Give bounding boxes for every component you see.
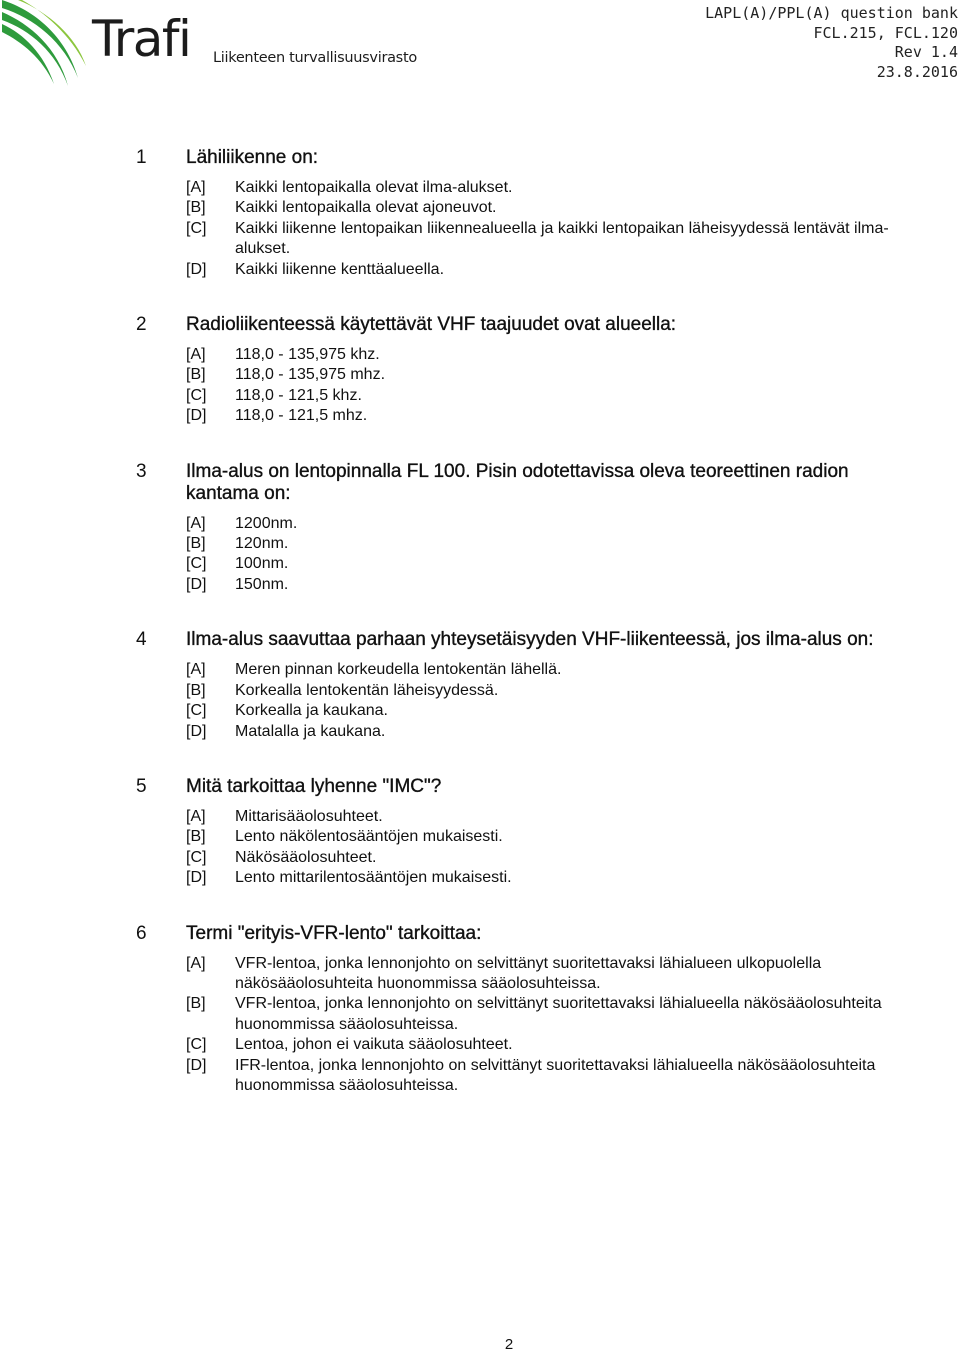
answer-option	[186, 701, 916, 721]
answer-option	[186, 198, 916, 218]
answer-options	[186, 345, 916, 427]
answer-option	[186, 260, 916, 280]
answer-option	[186, 534, 916, 554]
option-text: 120nm.	[235, 535, 289, 553]
option-text: VFR-lentoa, jonka lennonjohto on selvittänyt suoritettavaksi lähialueella näkösääolosuhteita huonommissa sääolosuhteissa.	[235, 995, 882, 1033]
option-key: [C]	[186, 555, 207, 573]
answer-option	[186, 954, 916, 995]
option-text: Mittarisääolosuhteet.	[235, 807, 383, 825]
option-text: Näkösääolosuhteet.	[235, 848, 377, 866]
option-text: Kaikki liikenne kenttäalueella.	[235, 260, 445, 278]
doc-info-line: FCL.215, FCL.120	[813, 23, 958, 42]
logo-subtitle: Liikenteen turvallisuusvirasto	[213, 50, 417, 66]
question-header	[136, 776, 916, 798]
option-key: [B]	[186, 681, 206, 699]
question-text: Ilma-alus on lentopinnalla FL 100. Pisin odotettavissa oleva teoreettinen radion kantama on:	[186, 460, 849, 504]
question-number: 1	[136, 147, 147, 168]
option-key: [B]	[186, 199, 206, 217]
answer-option	[186, 365, 916, 385]
question-header	[136, 629, 916, 651]
question-header	[136, 314, 916, 336]
answer-option	[186, 807, 916, 827]
trafi-swoosh-icon	[0, 0, 92, 90]
option-key: [A]	[186, 954, 206, 972]
question-number: 3	[136, 460, 147, 482]
option-key: [B]	[186, 366, 206, 384]
option-text: VFR-lentoa, jonka lennonjohto on selvittänyt suoritettavaksi lähialueen ulkopuolella näkösääolosuhteita huonommissa sääolosuhteissa.	[235, 954, 822, 992]
option-key: [A]	[186, 807, 206, 825]
answer-option	[186, 660, 916, 680]
question-text: Lähiliikenne on:	[186, 147, 319, 168]
option-key: [C]	[186, 386, 207, 404]
option-key: [D]	[186, 1056, 207, 1074]
answer-option	[186, 554, 916, 574]
answer-option	[186, 178, 916, 198]
option-text: IFR-lentoa, jonka lennonjohto on selvittänyt suoritettavaksi lähialueella näkösääolosuhteita huonommissa sääolosuhteissa.	[235, 1056, 876, 1094]
answer-options	[186, 807, 916, 889]
answer-option	[186, 345, 916, 365]
option-text: Lentoa, johon ei vaikuta sääolosuhteet.	[235, 1036, 513, 1054]
question-text: Mitä tarkoittaa lyhenne "IMC"?	[186, 775, 442, 797]
doc-info-line: LAPL(A)/PPL(A) question bank	[705, 4, 958, 22]
option-text: 150nm.	[235, 575, 289, 593]
option-key: [B]	[186, 535, 206, 553]
question-number: 6	[136, 922, 147, 944]
answer-options	[186, 660, 916, 742]
option-key: [D]	[186, 722, 207, 740]
question-item	[136, 147, 916, 280]
option-key: [D]	[186, 869, 207, 887]
trafi-logo	[0, 0, 420, 95]
answer-option	[186, 514, 916, 534]
question-item	[136, 923, 916, 1097]
answer-option	[186, 1056, 916, 1097]
answer-option	[186, 575, 916, 595]
question-header	[136, 461, 916, 505]
option-text: 118,0 - 135,975 mhz.	[235, 366, 386, 384]
question-header	[136, 147, 916, 169]
answer-options	[186, 514, 916, 596]
question-number: 5	[136, 775, 147, 797]
page-number: 2	[504, 1336, 514, 1353]
answer-options	[186, 178, 916, 280]
option-text: 1200nm.	[235, 514, 298, 532]
option-text: Matalalla ja kaukana.	[235, 722, 386, 740]
question-number: 4	[136, 629, 147, 651]
option-key: [D]	[186, 260, 207, 278]
option-key: [A]	[186, 179, 206, 196]
option-text: Lento näkölentosääntöjen mukaisesti.	[235, 828, 503, 846]
answer-option	[186, 386, 916, 406]
question-item	[136, 461, 916, 596]
document-info	[705, 4, 958, 82]
answer-option	[186, 219, 916, 260]
question-header	[136, 923, 916, 945]
option-key: [C]	[186, 219, 207, 237]
question-item	[136, 776, 916, 889]
question-item	[136, 314, 916, 427]
answer-option	[186, 1035, 916, 1055]
answer-option	[186, 681, 916, 701]
question-list	[136, 147, 916, 1130]
option-text: Meren pinnan korkeudella lentokentän lähellä.	[235, 661, 562, 679]
doc-info-line: 23.8.2016	[876, 62, 958, 81]
option-text: Kaikki lentopaikalla olevat ilma-alukset.	[235, 179, 513, 196]
option-text: Kaikki lentopaikalla olevat ajoneuvot.	[235, 199, 497, 217]
option-key: [D]	[186, 407, 207, 425]
answer-option	[186, 722, 916, 742]
answer-option	[186, 868, 916, 888]
question-item	[136, 629, 916, 742]
option-key: [A]	[186, 661, 206, 679]
question-text: Radioliikenteessä käytettävät VHF taajuudet ovat alueella:	[186, 314, 677, 336]
answer-option	[186, 994, 916, 1035]
option-text: Korkealla lentokentän läheisyydessä.	[235, 681, 499, 699]
option-text: Korkealla ja kaukana.	[235, 702, 388, 720]
option-text: 118,0 - 121,5 mhz.	[235, 407, 368, 425]
option-text: 118,0 - 121,5 khz.	[235, 386, 362, 404]
question-text: Ilma-alus saavuttaa parhaan yhteysetäisyyden VHF-liikenteessä, jos ilma-alus on:	[186, 629, 874, 651]
option-text: 118,0 - 135,975 khz.	[235, 346, 380, 364]
answer-option	[186, 848, 916, 868]
question-text: Termi "erityis-VFR-lento" tarkoittaa:	[186, 922, 482, 944]
option-key: [D]	[186, 575, 207, 593]
option-key: [B]	[186, 828, 206, 846]
question-number: 2	[136, 314, 147, 336]
option-key: [C]	[186, 848, 207, 866]
option-text: Lento mittarilentosääntöjen mukaisesti.	[235, 869, 512, 887]
option-key: [C]	[186, 1036, 207, 1054]
option-key: [A]	[186, 346, 206, 364]
option-text: 100nm.	[235, 555, 289, 573]
option-text: Kaikki liikenne lentopaikan liikennealueella ja kaikki lentopaikan läheisyydessä lentävät ilma-alukset.	[235, 219, 889, 258]
answer-option	[186, 827, 916, 847]
option-key: [B]	[186, 995, 206, 1013]
option-key: [A]	[186, 514, 206, 532]
answer-option	[186, 406, 916, 426]
option-key: [C]	[186, 702, 207, 720]
answer-options	[186, 954, 916, 1097]
logo-wordmark: Trafi	[92, 10, 191, 68]
doc-info-line: Rev 1.4	[894, 43, 958, 61]
